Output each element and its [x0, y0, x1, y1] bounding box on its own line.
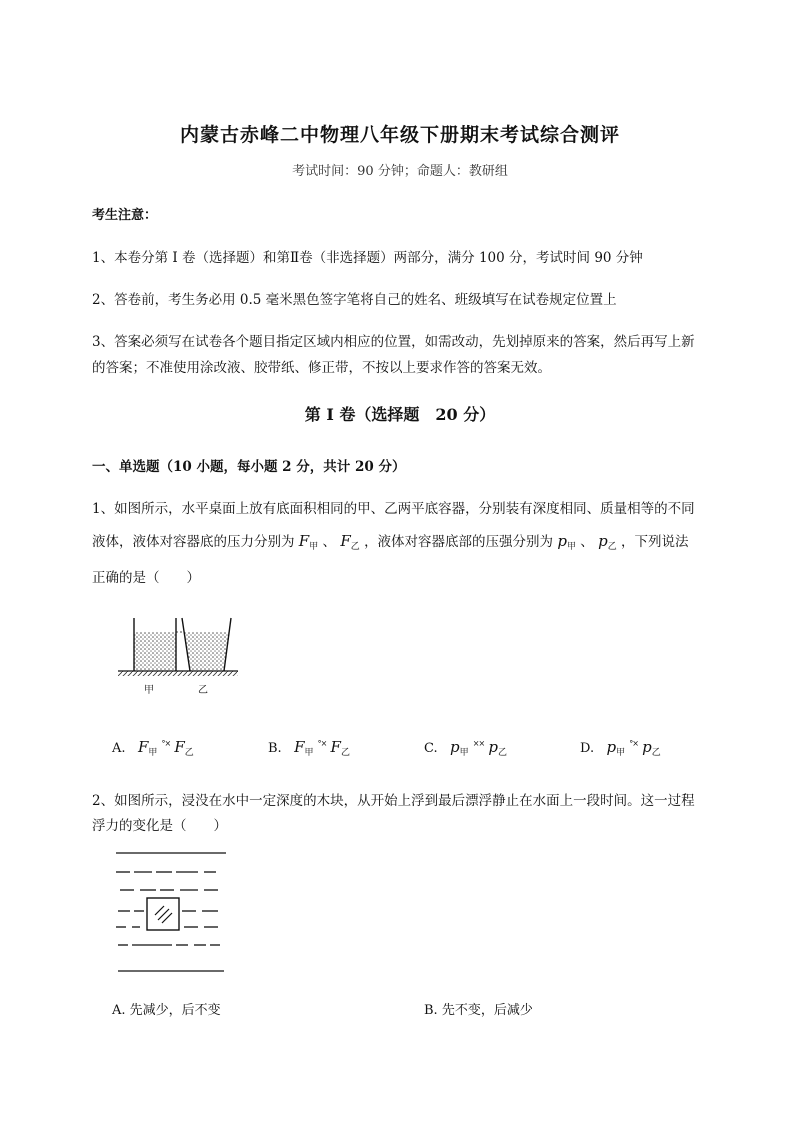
q2-line-2: 浮力的变化是（ ） — [92, 818, 227, 834]
container-yi — [182, 618, 231, 671]
notice-item-3-cont: 的答案；不准使用涂改液、胶带纸、修正带，不按以上要求作答的答案无效。 — [92, 360, 551, 376]
containers-figure — [112, 612, 242, 697]
var-F-jia: $F_甲$ — [298, 532, 319, 552]
q1-option-b[interactable]: B. $F_甲$ °× $F_乙$ — [268, 738, 350, 758]
section-title: 第 I 卷（选择题 20 分） — [304, 405, 496, 424]
q2-option-a[interactable]: A. 先减少，后不变 — [112, 1003, 221, 1018]
var-p-yi: $p_乙$ — [598, 532, 617, 552]
q1-option-a[interactable]: A. $F_甲$ °× $F_乙$ — [112, 738, 194, 758]
var-p-jia: $p_甲$ — [557, 532, 576, 552]
q1-line-3: 正确的是（ ） — [92, 570, 200, 586]
notice-item-1: 1、本卷分第 I 卷（选择题）和第Ⅱ卷（非选择题）两部分，满分 100 分，考试时间 90 分钟 — [92, 250, 643, 266]
separator: 、 — [322, 534, 337, 550]
water-block-figure — [112, 845, 232, 975]
q1-text-b: ，液体对容器底部的压强分别为 — [364, 534, 554, 550]
table-surface — [118, 671, 238, 676]
container-jia — [134, 618, 176, 671]
wood-block — [147, 898, 179, 930]
notice-heading: 考生注意： — [92, 208, 158, 223]
page-title: 内蒙古赤峰二中物理八年级下册期末考试综合测评 — [179, 124, 620, 146]
q2-line-1: 2、如图所示，浸没在水中一定深度的木块，从开始上浮到最后漂浮静止在水面上一段时间。这一过程 — [92, 793, 695, 809]
q1-line-1: 1、如图所示，水平桌面上放有底面积相同的甲、乙两平底容器，分别装有深度相同、质量相等的不同 — [92, 501, 695, 517]
var-F-yi: $F_乙$ — [340, 532, 360, 552]
notice-item-2: 2、答卷前，考生务必用 0.5 毫米黑色签字笔将自己的姓名、班级填写在试卷规定位置上 — [92, 292, 617, 308]
q1-option-d[interactable]: D. $p_甲$ °× $p_乙$ — [580, 738, 661, 758]
part-heading: 一、单选题（10 小题，每小题 2 分，共计 20 分） — [92, 459, 406, 475]
exam-info: 考试时间：90 分钟；命题人：教研组 — [292, 164, 508, 179]
fig-label-jia: 甲 — [144, 685, 154, 696]
q1-option-c[interactable]: C. $p_甲$ ×× $p_乙$ — [424, 738, 507, 758]
q2-option-b[interactable]: B. 先不变，后减少 — [424, 1003, 533, 1018]
notice-item-3: 3、答案必须写在试卷各个题目指定区域内相应的位置，如需改动，先划掉原来的答案，然后再写上新 — [92, 334, 695, 350]
q1-text-a: 液体，液体对容器底的压力分别为 — [92, 534, 295, 550]
separator: 、 — [580, 534, 594, 550]
fig-label-yi: 乙 — [198, 685, 208, 696]
q1-line-2 — [92, 530, 689, 552]
q1-text-c: ，下列说法 — [621, 534, 689, 550]
